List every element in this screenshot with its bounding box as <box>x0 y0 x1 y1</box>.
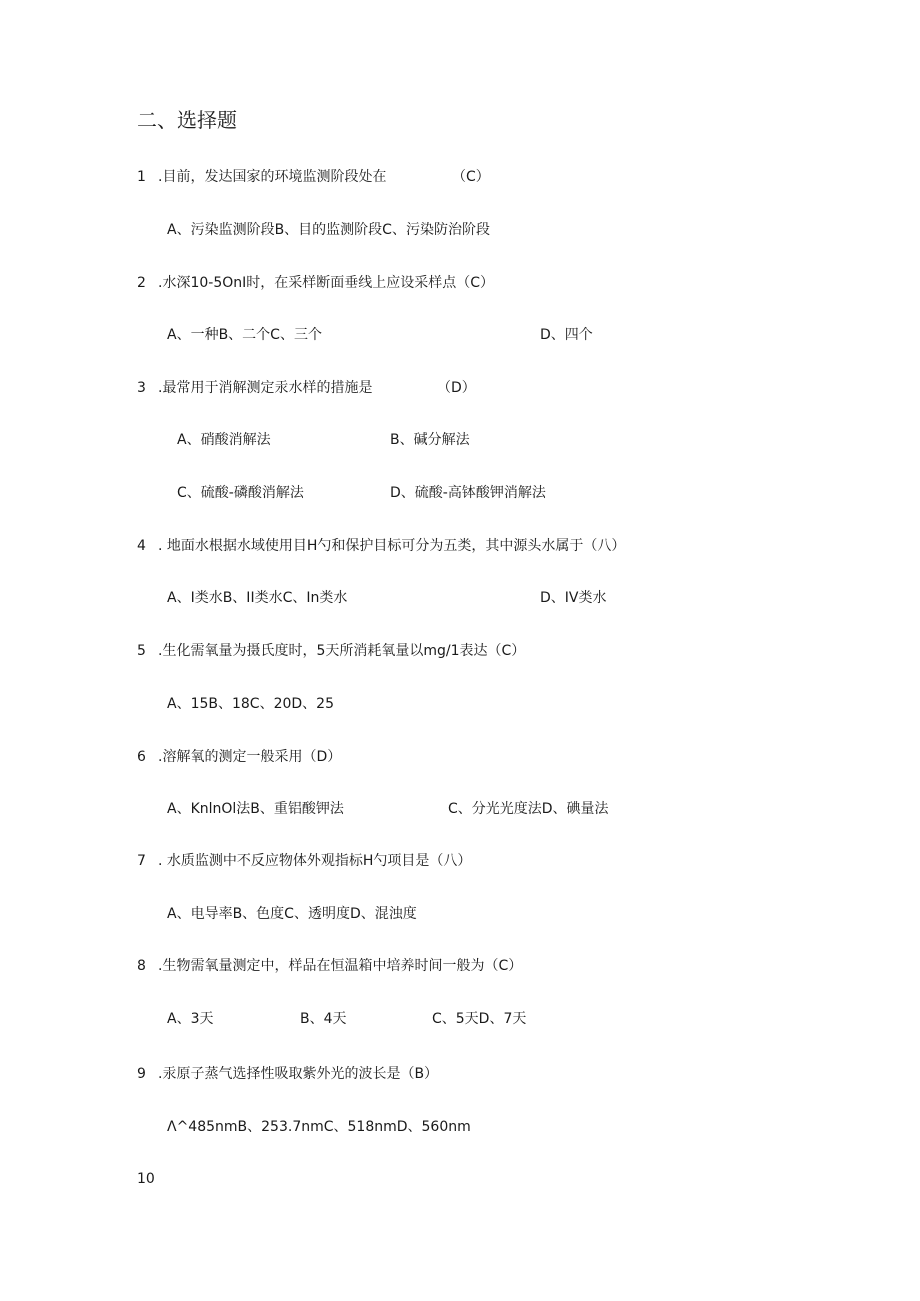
question-number: 5 <box>137 643 146 659</box>
question-option: A、污染监测阶段B、目的监测阶段C、污染防治阶段 <box>167 222 490 238</box>
question-option: A、电导率B、色度C、透明度D、混浊度 <box>167 906 417 922</box>
question-option: D、四个 <box>540 327 593 343</box>
question-number: 10 <box>137 1171 155 1187</box>
question-number: 3 <box>137 380 146 396</box>
question-option: D、硫酸-高钵酸钾消解法 <box>390 485 546 501</box>
question-option: B、碱分解法 <box>390 432 470 448</box>
question-stem: .生物需氧量测定中，样品在恒温箱中培养时间一般为（C） <box>158 958 523 974</box>
question-option: A、KnlnOl法B、重铝酸钾法 <box>167 801 344 817</box>
question-number: 4 <box>137 538 146 554</box>
question-stem: .生化需氧量为摄氏度时，5天所消耗氧量以mg/1表达（C） <box>158 643 526 659</box>
question-option: C、5天D、7天 <box>432 1011 527 1027</box>
question-answer: （D） <box>437 380 476 396</box>
question-number: 6 <box>137 749 146 765</box>
question-option: C、硫酸-磷酸消解法 <box>177 485 304 501</box>
question-number: 7 <box>137 853 146 869</box>
question-stem: .水深10-5OnI时，在采样断面垂线上应设采样点（C） <box>158 275 495 291</box>
question-stem: .汞原子蒸气选择性吸取紫外光的波长是（B） <box>158 1066 439 1082</box>
question-stem: . 水质监测中不反应物体外观指标H勺项目是（八） <box>158 853 472 869</box>
question-stem: . 地面水根据水域使用目H勺和保护目标可分为五类，其中源头水属于（八） <box>158 538 626 554</box>
question-number: 2 <box>137 275 146 291</box>
question-option: C、分光光度法D、碘量法 <box>448 801 609 817</box>
question-option: Λ^485nmB、253.7nmC、518nmD、560nm <box>167 1119 471 1135</box>
question-number: 8 <box>137 958 146 974</box>
question-option: B、4天 <box>300 1011 347 1027</box>
question-option: A、一种B、二个C、三个 <box>167 327 322 343</box>
question-answer: （C） <box>452 169 490 185</box>
question-number: 1 <box>137 169 146 185</box>
question-number: 9 <box>137 1066 146 1082</box>
question-option: A、3天 <box>167 1011 214 1027</box>
question-option: A、15B、18C、20D、25 <box>167 696 334 712</box>
section-title: 二、选择题 <box>137 108 237 132</box>
question-option: D、IV类水 <box>540 590 607 606</box>
question-stem: .目前，发达国家的环境监测阶段处在 <box>158 169 387 185</box>
question-stem: .最常用于消解测定汞水样的措施是 <box>158 380 373 396</box>
question-option: A、I类水B、II类水C、In类水 <box>167 590 348 606</box>
question-stem: .溶解氧的测定一般采用（D） <box>158 749 342 765</box>
question-option: A、硝酸消解法 <box>177 432 271 448</box>
